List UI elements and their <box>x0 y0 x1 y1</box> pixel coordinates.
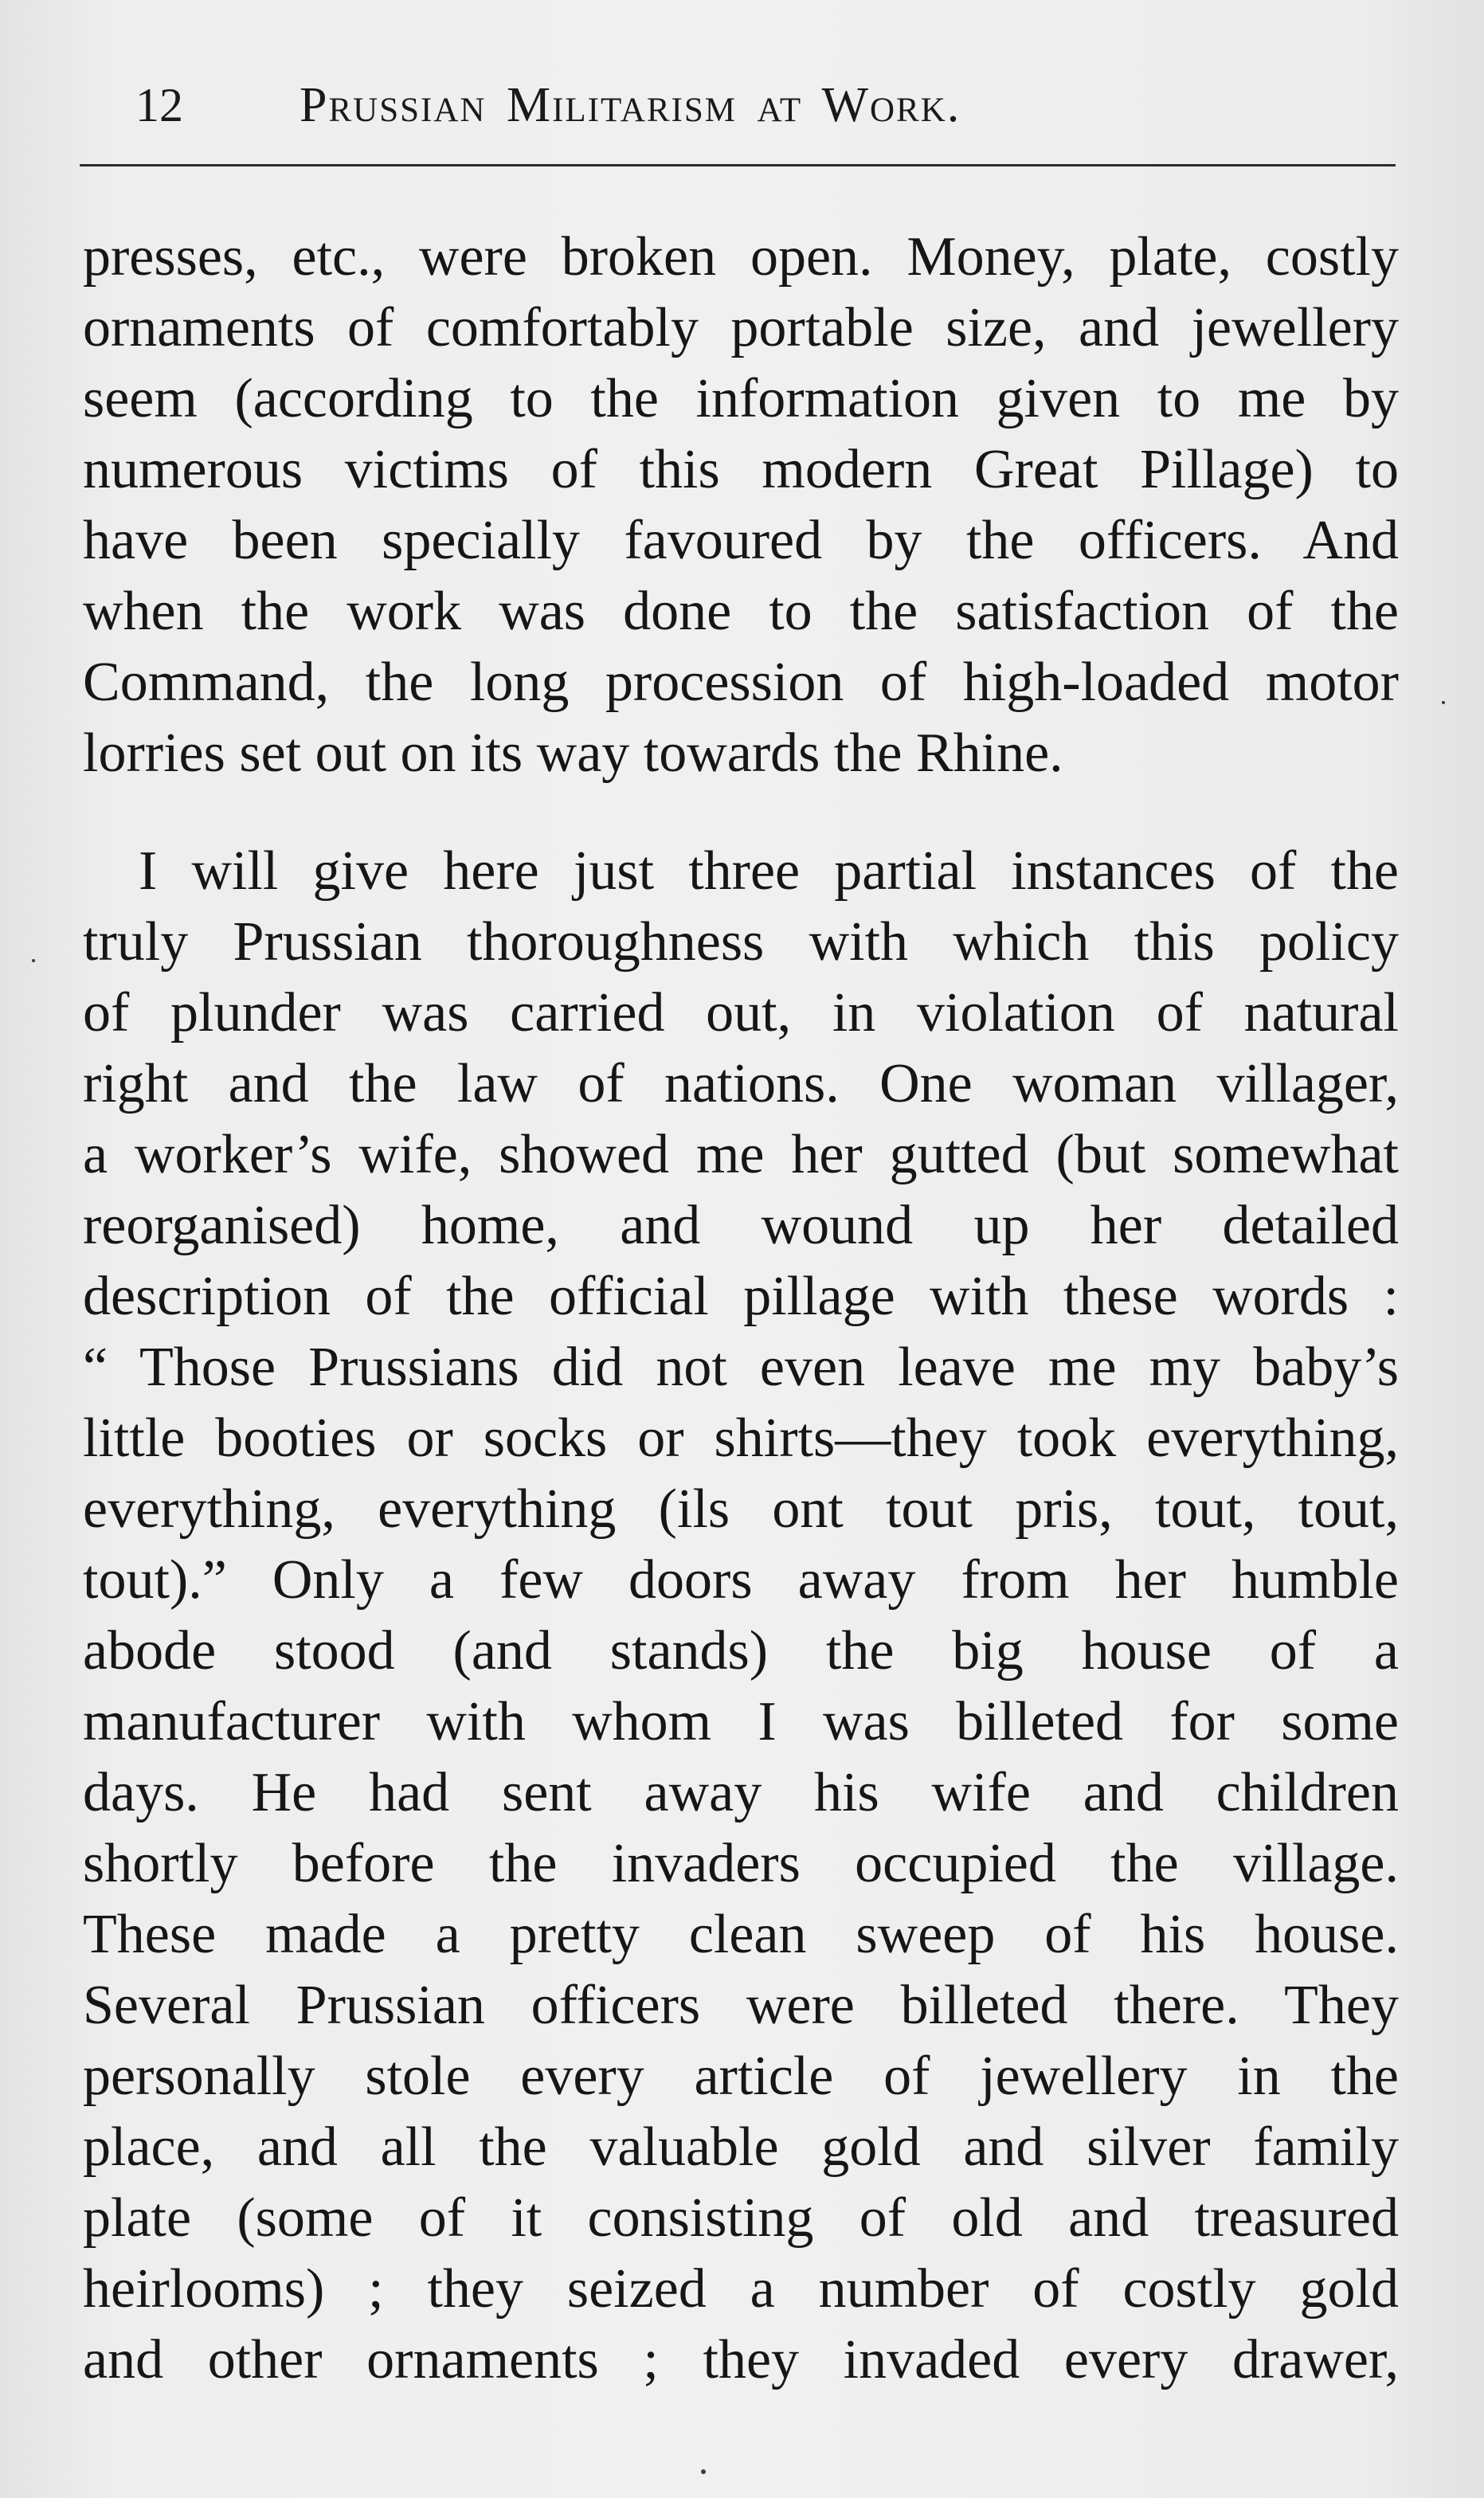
text-line: when the work was done to the satisfaction of the <box>83 581 1399 642</box>
print-speck <box>701 2469 706 2474</box>
text-line: ornaments of comfortably portable size, and jewellery <box>83 297 1399 358</box>
text-line: days. He had sent away his wife and children <box>83 1762 1399 1823</box>
text-line: of plunder was carried out, in violation of natural <box>83 982 1399 1043</box>
text-line: These made a pretty clean sweep of his house. <box>83 1904 1399 1965</box>
text-line: plate (some of it consisting of old and treasured <box>83 2187 1399 2249</box>
text-line: truly Prussian thoroughness with which this policy <box>83 911 1399 973</box>
text-line: manufacturer with whom I was billeted for some <box>83 1691 1399 1752</box>
running-title: Prussian Militarism at Work. <box>300 78 961 132</box>
paragraph-2 <box>83 836 1399 2395</box>
text-line: and other ornaments ; they invaded every drawer, <box>83 2329 1399 2390</box>
text-line: lorries set out on its way towards the Rhine. <box>83 722 1063 784</box>
body-text <box>83 221 1399 2395</box>
text-line: right and the law of nations. One woman villager, <box>83 1053 1399 1114</box>
text-line: heirlooms) ; they seized a number of costly gold <box>83 2258 1399 2320</box>
print-speck <box>1442 701 1445 704</box>
text-line: personally stole every article of jewellery in the <box>83 2046 1399 2107</box>
text-line: description of the official pillage with these words : <box>83 1266 1399 1327</box>
text-line: seem (according to the information given to me by <box>83 368 1399 429</box>
text-line: Several Prussian officers were billeted there. They <box>83 1975 1399 2036</box>
header-rule <box>80 164 1396 166</box>
paragraph-1 <box>83 221 1399 789</box>
page-header <box>135 73 1394 137</box>
text-line: Command, the long procession of high-loaded motor <box>83 652 1399 713</box>
page-number: 12 <box>135 79 183 131</box>
print-speck <box>32 959 35 962</box>
text-line: numerous victims of this modern Great Pillage) to <box>83 439 1399 500</box>
text-line: have been specially favoured by the officers. And <box>83 510 1399 571</box>
text-line: presses, etc., were broken open. Money, plate, costly <box>83 226 1399 288</box>
text-line: abode stood (and stands) the big house of a <box>83 1620 1399 1682</box>
text-line: shortly before the invaders occupied the village. <box>83 1833 1399 1894</box>
text-line: everything, everything (ils ont tout pris, tout, tout, <box>83 1478 1399 1540</box>
text-line: a worker’s wife, showed me her gutted (but somewhat <box>83 1124 1399 1185</box>
text-line: place, and all the valuable gold and silver family <box>83 2116 1399 2178</box>
text-line: tout).” Only a few doors away from her humble <box>83 1549 1399 1611</box>
text-line: I will give here just three partial instances of the <box>139 840 1399 902</box>
text-line: reorganised) home, and wound up her detailed <box>83 1195 1399 1256</box>
text-line: little booties or socks or shirts—they took everything, <box>83 1408 1399 1469</box>
text-line: “ Those Prussians did not even leave me my baby’s <box>83 1337 1399 1398</box>
